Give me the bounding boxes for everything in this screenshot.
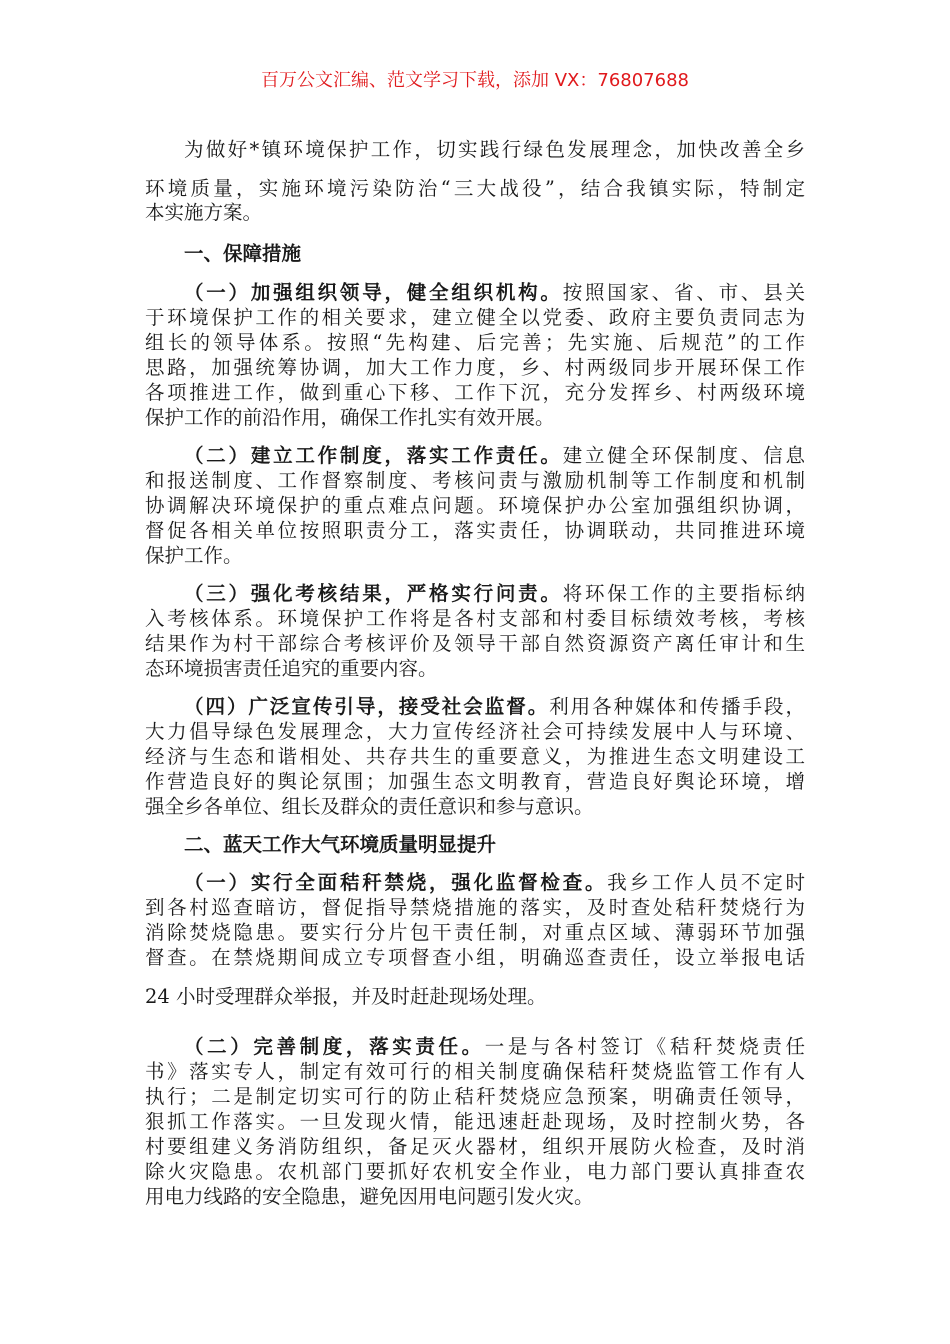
paragraph-line: 督查。在禁烧期间成立专项督查小组，明确巡查责任，设立举报电话 xyxy=(145,946,805,969)
paragraph-lead: （二）完善制度，落实责任。 xyxy=(184,1035,485,1058)
paragraph-lead: （二）建立工作制度，落实工作责任。 xyxy=(184,444,563,467)
paragraph-line: 执行；二是制定切实可行的防止秸秆焚烧应急预案，明确责任领导， xyxy=(145,1085,805,1108)
paragraph-line: 消除焚烧隐患。要实行分片包干责任制，对重点区域、薄弱环节加强 xyxy=(145,921,805,944)
paragraph-line: 和报送制度、工作督察制度、考核问责与激励机制等工作制度和机制 xyxy=(145,469,805,492)
paragraph-text: 按照国家、省、市、县关 xyxy=(562,281,805,304)
download-banner: 百万公文汇编、范文学习下载，添加 VX：76807688 xyxy=(261,70,689,91)
paragraph-line: 督促各相关单位按照职责分工，落实责任，协调联动，共同推进环境 xyxy=(145,519,805,542)
intro-line-3: 本实施方案。 xyxy=(145,201,263,224)
paragraph-text: 利用各种媒体和传播手段， xyxy=(549,695,805,718)
paragraph-lead: （三）强化考核结果，严格实行问责。 xyxy=(184,582,563,605)
paragraph-lead: （四）广泛宣传引导，接受社会监督。 xyxy=(184,695,550,718)
paragraph-line: 保护工作的前沿作用，确保工作扎实有效开展。 xyxy=(145,406,555,429)
section-heading-safeguards: 一、保障措施 xyxy=(184,242,302,265)
paragraph-text: 我乡工作人员不定时 xyxy=(607,871,805,894)
paragraph-line: 到各村巡查暗访，督促指导禁烧措施的落实，及时查处秸秆焚烧行为 xyxy=(145,896,805,919)
paragraph-line: 大力倡导绿色发展理念，大力宣传经济社会可持续发展中人与环境、 xyxy=(145,720,805,743)
paragraph-line: 狠抓工作落实。一旦发现火情，能迅速赶赴现场，及时控制火势，各 xyxy=(145,1110,805,1133)
paragraph-first-line xyxy=(184,280,805,305)
paragraph-line: 协调解决环境保护的重点难点问题。环境保护办公室加强组织协调， xyxy=(145,494,805,517)
paragraph-line: 组长的领导体系。按照“先构建、后完善；先实施、后规范”的工作 xyxy=(145,331,805,354)
paragraph-first-line xyxy=(184,443,805,468)
paragraph-lead: （一）加强组织领导，健全组织机构。 xyxy=(184,281,563,304)
paragraph-line: 用电力线路的安全隐患，避免因用电问题引发火灾。 xyxy=(145,1185,594,1208)
intro-line-1: 为做好*镇环境保护工作，切实践行绿色发展理念，加快改善全乡 xyxy=(184,138,805,161)
intro-line-2: 环境质量，实施环境污染防治“三大战役”，结合我镇实际，特制定 xyxy=(145,177,805,200)
paragraph-line: 保护工作。 xyxy=(145,544,243,567)
section-heading-blue-sky: 二、蓝天工作大气环境质量明显提升 xyxy=(184,833,497,856)
paragraph-line: 于环境保护工作的相关要求，建立健全以党委、政府主要负责同志为 xyxy=(145,306,805,329)
paragraph-line: 强全乡各单位、组长及群众的责任意识和参与意识。 xyxy=(145,795,594,818)
paragraph-line: 村要组建义务消防组织，备足灭火器材，组织开展防火检查，及时消 xyxy=(145,1135,805,1158)
paragraph-line: 24 小时受理群众举报，并及时赶赴现场处理。 xyxy=(145,985,547,1008)
paragraph-line: 作营造良好的舆论氛围；加强生态文明教育，营造良好舆论环境，增 xyxy=(145,770,805,793)
paragraph-first-line xyxy=(184,1034,805,1059)
paragraph-first-line xyxy=(184,694,805,719)
paragraph-line: 各项推进工作，做到重心下移、工作下沉，充分发挥乡、村两级环境 xyxy=(145,381,805,404)
paragraph-line: 入考核体系。环境保护工作将是各村支部和村委目标绩效考核，考核 xyxy=(145,607,805,630)
paragraph-line: 结果作为村干部综合考核评价及领导干部自然资源资产离任审计和生 xyxy=(145,632,805,655)
paragraph-text: 将环保工作的主要指标纳 xyxy=(562,582,805,605)
paragraph-line: 态环境损害责任追究的重要内容。 xyxy=(145,657,438,680)
paragraph-line: 除火灾隐患。农机部门要抓好农机安全作业，电力部门要认真排查农 xyxy=(145,1160,805,1183)
paragraph-line: 经济与生态和谐相处、共存共生的重要意义，为推进生态文明建设工 xyxy=(145,745,805,768)
paragraph-first-line xyxy=(184,581,805,606)
paragraph-line: 书》落实专人，制定有效可行的相关制度确保秸秆焚烧监管工作有人 xyxy=(145,1060,805,1083)
paragraph-line: 思路，加强统筹协调，加大工作力度，乡、村两级同步开展环保工作 xyxy=(145,356,805,379)
paragraph-first-line xyxy=(184,870,805,895)
paragraph-text: 建立健全环保制度、信息 xyxy=(562,444,805,467)
paragraph-lead: （一）实行全面秸秆禁烧，强化监督检查。 xyxy=(184,871,608,894)
paragraph-text: 一是与各村签订《秸秆焚烧责任 xyxy=(484,1035,805,1058)
